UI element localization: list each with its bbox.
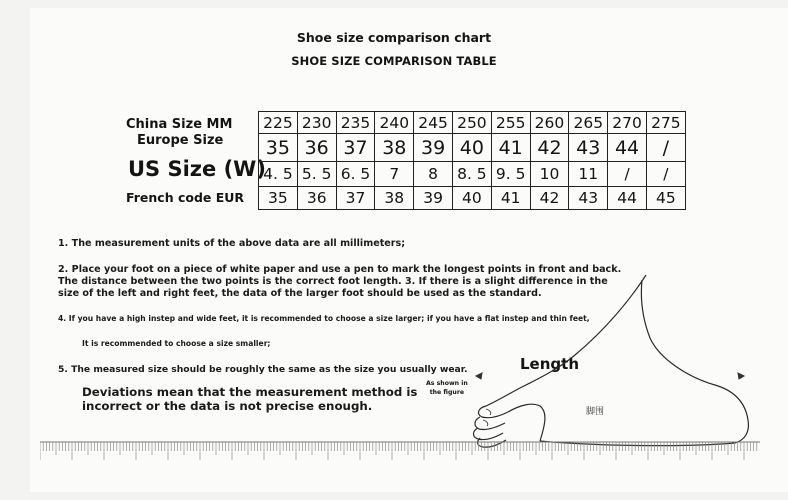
size-cell: 11	[569, 162, 608, 187]
size-cell: 44	[608, 187, 647, 210]
size-cell: 42	[530, 134, 569, 162]
size-cell: 7	[375, 162, 414, 187]
note-instep-advice-continued: It is recommended to choose a size smaller;	[82, 339, 271, 348]
size-cell: 35	[259, 134, 298, 162]
ruler-icon	[40, 441, 760, 469]
row-label-europe-size: Europe Size	[137, 133, 224, 148]
size-cell: /	[608, 162, 647, 187]
size-cell: 235	[336, 112, 375, 134]
size-cell: 250	[452, 112, 491, 134]
row-label-us-size: US Size (W)	[128, 157, 266, 181]
note-instep-advice: 4. If you have a high instep and wide feet, it is recommended to choose a size larger; if you have a flat instep and thin feet,	[58, 314, 590, 323]
row-label-french-code: French code EUR	[126, 190, 245, 205]
size-cell: 44	[608, 134, 647, 162]
size-cell: 40	[452, 134, 491, 162]
size-cell: 8. 5	[452, 162, 491, 187]
size-cell: 5. 5	[297, 162, 336, 187]
size-cell: 245	[414, 112, 453, 134]
page-title: Shoe size comparison chart	[296, 30, 492, 45]
size-cell: 4. 5	[259, 162, 298, 187]
page-subtitle: SHOE SIZE COMPARISON TABLE	[291, 54, 497, 68]
size-cell: 36	[297, 187, 336, 210]
size-cell: 270	[608, 112, 647, 134]
size-cell: 38	[375, 187, 414, 210]
size-cell: 260	[530, 112, 569, 134]
size-cell: 43	[569, 134, 608, 162]
size-cell: 6. 5	[336, 162, 375, 187]
row-label-china-size: China Size MM	[126, 117, 233, 132]
size-cell: 9. 5	[491, 162, 530, 187]
note-line: incorrect or the data is not precise enough.	[82, 399, 373, 413]
note-line: The distance between the two points is the correct foot length. 3. If there is a slight difference in the	[58, 276, 608, 288]
circumference-label: 脚围	[586, 407, 605, 417]
size-cell: 41	[491, 134, 530, 162]
as-shown-line: As shown in	[426, 380, 468, 387]
size-cell: 225	[259, 112, 298, 134]
length-label: Length	[520, 355, 579, 373]
size-cell: 8	[414, 162, 453, 187]
size-cell: 42	[530, 187, 569, 210]
size-cell: 37	[336, 134, 375, 162]
size-cell: /	[646, 134, 685, 162]
size-cell: 37	[336, 187, 375, 210]
size-cell: 40	[452, 187, 491, 210]
size-cell: 10	[530, 162, 569, 187]
size-cell: 36	[297, 134, 336, 162]
note-line: Deviations mean that the measurement method is	[82, 385, 418, 399]
size-cell: 275	[646, 112, 685, 134]
size-cell: 265	[569, 112, 608, 134]
size-cell: 45	[646, 187, 685, 210]
size-cell: 39	[414, 187, 453, 210]
size-cell: 230	[297, 112, 336, 134]
note-measurement-units: 1. The measurement units of the above data are all millimeters;	[58, 238, 406, 249]
size-cell: 43	[569, 187, 608, 210]
size-cell: 35	[259, 187, 298, 210]
note-line: size of the left and right feet, the data of the larger foot should be used as the standard.	[58, 288, 542, 300]
size-cell: 240	[375, 112, 414, 134]
arrow-right-icon	[738, 373, 744, 379]
size-cell: 38	[375, 134, 414, 162]
size-cell: 41	[491, 187, 530, 210]
size-cell: 39	[414, 134, 453, 162]
size-cell: 255	[491, 112, 530, 134]
note-line: 2. Place your foot on a piece of white paper and use a pen to mark the longest points in front and back.	[58, 264, 622, 275]
length-arrow	[476, 373, 744, 379]
arrow-left-icon	[476, 373, 482, 379]
size-cell: /	[646, 162, 685, 187]
note-usual-size: 5. The measured size should be roughly the same as the size you usually wear.	[58, 364, 468, 375]
as-shown-line: the figure	[429, 389, 465, 396]
